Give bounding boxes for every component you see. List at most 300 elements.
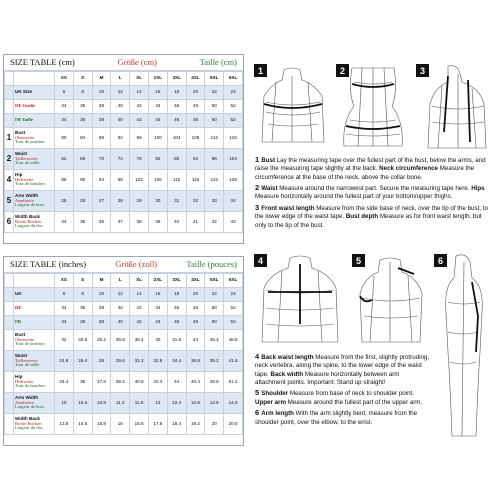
size-header-cell: XS — [55, 72, 74, 86]
table-cell: 32 — [55, 330, 74, 351]
table-cell: 96 — [130, 128, 149, 149]
instructions-bottom — [255, 352, 431, 428]
table-cell: 46 — [167, 316, 186, 330]
table-cell: 39.2 — [111, 372, 130, 393]
title-en: SIZE TABLE (inches) — [10, 259, 87, 269]
instruction-text: Measure from the first, slightly protruding, neck vertebra, along the spine, to the lower edge of the waist tape. — [255, 354, 430, 378]
table-cell: 35 — [73, 372, 92, 393]
row-label-text: FR Taille — [15, 117, 33, 123]
table-cell: 86 — [167, 149, 186, 170]
row-label — [14, 372, 55, 393]
num-cell — [5, 86, 14, 100]
label-de: Armbreite — [15, 399, 34, 405]
table-cell: 116 — [224, 128, 243, 149]
instruction-number: 1 — [255, 155, 262, 164]
measurement-row — [5, 330, 243, 351]
table-cell: 12 — [148, 393, 167, 414]
instruction-term: Hips — [471, 185, 485, 193]
label-en: Arm Width — [15, 394, 39, 400]
row-label — [14, 414, 55, 435]
table-cell: 46 — [167, 114, 186, 128]
size-header-cell: S — [73, 72, 92, 86]
table-cell: 39 — [148, 212, 167, 233]
table-cell: 48.8 — [205, 372, 224, 393]
table-cell: 46 — [167, 302, 186, 316]
row-label — [14, 212, 55, 233]
table-cell: 41.6 — [167, 330, 186, 351]
table-cell: 34.4 — [55, 372, 74, 393]
row-label — [14, 302, 55, 316]
table-cell: 106 — [148, 170, 167, 191]
row-label — [14, 351, 55, 372]
table-cell: 36.8 — [111, 330, 130, 351]
measurement-row — [5, 149, 243, 170]
label-de: Breite Rücken — [15, 218, 42, 224]
table-cell: 20 — [186, 288, 205, 302]
table-cell: 38.4 — [130, 330, 149, 351]
table-cell: 66 — [73, 149, 92, 170]
row-label — [14, 86, 55, 100]
table-cell: 34 — [55, 302, 74, 316]
label-de: Hüftweite — [15, 176, 34, 182]
size-header-cell: M — [92, 274, 111, 288]
table-cell: 36 — [73, 302, 92, 316]
table-cell: 74 — [111, 149, 130, 170]
table-cell: 34 — [55, 212, 74, 233]
table-cell: 26 — [73, 191, 92, 212]
table-cell: 44 — [148, 316, 167, 330]
row-label-text: UK Size — [15, 89, 33, 95]
table-cell: 36.8 — [186, 351, 205, 372]
table-title — [4, 55, 243, 71]
step-number: 5 — [5, 191, 14, 212]
row-label-text: DE Größe — [15, 103, 36, 109]
table-cell: 12.4 — [167, 393, 186, 414]
label-cell — [14, 274, 55, 288]
label-de: Breite Rücken — [15, 420, 42, 426]
table-cell: 108 — [186, 128, 205, 149]
label-de: Oberweite — [15, 336, 35, 342]
table-cell: 48 — [186, 302, 205, 316]
size-header-cell: XS — [55, 274, 74, 288]
measurement-row — [5, 393, 243, 414]
table-cell: 42 — [130, 302, 149, 316]
step-number — [5, 372, 14, 393]
table-cell: 18 — [167, 288, 186, 302]
size-header-cell: 5XL — [205, 72, 224, 86]
num-cell — [5, 114, 14, 128]
label-de: Oberweite — [15, 134, 35, 140]
table-cell: 48 — [186, 316, 205, 330]
table-cell: 24 — [224, 288, 243, 302]
table-cell: 86 — [55, 170, 74, 191]
figure-waist — [334, 62, 412, 150]
table-cell: 16 — [111, 414, 130, 435]
num-cell — [5, 72, 14, 86]
measurement-row — [5, 191, 243, 212]
step-number: 1 — [5, 128, 14, 149]
size-table-cm — [3, 54, 244, 244]
instruction-number: 6 — [255, 408, 262, 418]
table-cell: 34 — [55, 316, 74, 330]
table-cell: 36 — [73, 100, 92, 114]
instruction-text: Measure horizontally around the fullest part of your bottom/upper thighs. — [255, 193, 453, 201]
title-de: Größe (cm) — [117, 57, 157, 67]
title-en: SIZE TABLE (cm) — [10, 57, 75, 67]
table-cell: 16 — [148, 288, 167, 302]
step-badge: 3 — [416, 64, 429, 77]
table-cell: 38 — [92, 114, 111, 128]
table-cell: 90 — [73, 170, 92, 191]
table-cell: 52 — [224, 316, 243, 330]
table-cell: 34 — [55, 114, 74, 128]
size-header-cell: L — [111, 72, 130, 86]
num-cell — [5, 302, 14, 316]
table-cell: 50 — [205, 302, 224, 316]
instruction-text: Measure the circumference at the base of the neck, above the collar bone. — [255, 165, 475, 181]
title-fr: Taille (cm) — [199, 57, 237, 67]
table-cell: 94 — [92, 170, 111, 191]
label-fr: Tour de taille — [15, 160, 40, 166]
figure-front-length — [414, 62, 494, 150]
table-cell: 37 — [111, 212, 130, 233]
table-cell: 40 — [148, 330, 167, 351]
instruction-text: Measure around the fullest part of the upper arm. — [285, 398, 423, 406]
table-cell: 11.6 — [130, 393, 149, 414]
instruction-term: Neck circumference — [379, 165, 438, 173]
table-cell: 12.8 — [186, 393, 205, 414]
label-de: Hüftweite — [15, 378, 34, 384]
instruction-number: 4 — [255, 352, 262, 361]
label-en: Waist — [15, 352, 28, 358]
table-cell: 42.4 — [148, 372, 167, 393]
table-cell: 8 — [73, 86, 92, 100]
table-cell: 32.8 — [148, 351, 167, 372]
table-cell: 10.8 — [92, 393, 111, 414]
num-cell — [5, 100, 14, 114]
label-en: Bust — [15, 129, 26, 135]
table-cell: 14 — [130, 288, 149, 302]
table-cell: 42 — [205, 212, 224, 233]
table-cell: 92 — [111, 128, 130, 149]
table-cell: 34 — [224, 191, 243, 212]
table-cell: 50 — [205, 316, 224, 330]
table-cell: 34.4 — [167, 351, 186, 372]
table-cell: 48 — [186, 100, 205, 114]
instruction-term: Back waist length — [261, 354, 314, 361]
figure-shoulder — [350, 252, 430, 344]
table-cell: 41 — [186, 212, 205, 233]
label-en: Hip — [15, 171, 23, 177]
table-cell: 52 — [224, 114, 243, 128]
label-en: Arm Width — [15, 192, 39, 198]
label-en: Waist — [15, 150, 28, 156]
figure-bust — [252, 62, 332, 150]
row-label — [14, 316, 55, 330]
table-cell: 20.8 — [224, 414, 243, 435]
title-fr: Taille (pouces) — [186, 259, 237, 269]
step-number: 4 — [5, 170, 14, 191]
instruction-4 — [255, 352, 431, 387]
step-number: 2 — [5, 149, 14, 170]
table-cell: 10 — [55, 393, 74, 414]
table-cell: 110 — [167, 170, 186, 191]
row-label — [14, 149, 55, 170]
table-cell: 40.8 — [130, 372, 149, 393]
instruction-number: 5 — [255, 388, 262, 398]
table-cell: 12 — [111, 288, 130, 302]
instruction-term: Upper arm — [255, 398, 286, 406]
size-header-cell: 2XL — [148, 274, 167, 288]
row-label — [14, 288, 55, 302]
table-cell: 70 — [92, 149, 111, 170]
table-cell: 28 — [92, 351, 111, 372]
size-row — [5, 86, 243, 100]
label-en: Hip — [15, 373, 23, 379]
step-number — [5, 414, 14, 435]
table-cell: 40 — [111, 114, 130, 128]
table-cell: 48.8 — [224, 330, 243, 351]
table-cell: 116 — [186, 170, 205, 191]
size-row — [5, 114, 243, 128]
table-cell: 30 — [148, 191, 167, 212]
step-number: 6 — [5, 212, 14, 233]
instruction-term: Shoulder — [261, 390, 289, 398]
instruction-term: Waist — [261, 185, 278, 193]
instruction-number: 2 — [255, 183, 262, 193]
table-cell: 22 — [205, 86, 224, 100]
step-number — [5, 351, 14, 372]
step-number — [5, 393, 14, 414]
label-fr: Tour de taille — [15, 362, 40, 368]
measurement-row — [5, 414, 243, 435]
row-label-text: DE — [15, 305, 22, 311]
table-cell: 32 — [186, 191, 205, 212]
table-cell: 38 — [92, 302, 111, 316]
label-en: Width Back — [15, 415, 40, 421]
table-cell: 14.5 — [224, 393, 243, 414]
table-cell: 43 — [224, 212, 243, 233]
instruction-text: With the arm slightly bent, measure from the shoulder point, over the elbow, to the wrist. — [255, 410, 418, 426]
row-label — [14, 100, 55, 114]
size-grid — [4, 71, 243, 233]
table-cell: 16 — [148, 86, 167, 100]
row-label — [14, 393, 55, 414]
row-label — [14, 170, 55, 191]
table-cell: 31.2 — [130, 351, 149, 372]
table-cell: 84 — [73, 128, 92, 149]
table-cell: 10 — [92, 86, 111, 100]
table-cell: 8 — [73, 288, 92, 302]
table-cell: 37.6 — [92, 372, 111, 393]
table-cell: 46.4 — [186, 372, 205, 393]
size-header-cell: 5XL — [205, 274, 224, 288]
measurement-row — [5, 351, 243, 372]
figure-arm — [432, 252, 494, 438]
full-body-side-icon — [432, 252, 494, 438]
instruction-5 — [255, 388, 431, 407]
measurement-row — [5, 212, 243, 233]
table-cell: 14.5 — [73, 414, 92, 435]
table-cell: 112 — [205, 128, 224, 149]
size-row — [5, 288, 243, 302]
table-cell: 39.2 — [205, 351, 224, 372]
instruction-term: Arm length — [261, 410, 294, 418]
table-cell: 51.2 — [224, 372, 243, 393]
table-cell: 44 — [148, 114, 167, 128]
size-header-row — [5, 274, 243, 288]
label-cell — [14, 72, 55, 86]
table-cell: 128 — [224, 170, 243, 191]
row-label — [14, 330, 55, 351]
size-row — [5, 100, 243, 114]
instructions-top — [255, 155, 491, 231]
table-cell: 13.6 — [205, 393, 224, 414]
size-header-cell: 6XL — [224, 72, 243, 86]
size-header-cell: L — [111, 274, 130, 288]
label-fr: Largeur du dos — [15, 223, 43, 229]
table-cell: 20 — [205, 414, 224, 435]
table-cell: 10.4 — [73, 393, 92, 414]
measurement-row — [5, 128, 243, 149]
size-header-cell: 4XL — [186, 72, 205, 86]
table-cell: 28 — [111, 191, 130, 212]
table-cell: 44 — [148, 100, 167, 114]
step-badge: 1 — [254, 64, 267, 77]
table-cell: 100 — [148, 128, 167, 149]
table-cell: 10 — [92, 288, 111, 302]
table-cell: 80 — [55, 128, 74, 149]
num-cell — [5, 288, 14, 302]
size-header-cell: XL — [130, 72, 149, 86]
table-cell: 33.6 — [73, 330, 92, 351]
step-badge: 6 — [434, 254, 447, 267]
step-number — [5, 330, 14, 351]
table-cell: 20 — [186, 86, 205, 100]
instruction-term: Back width — [270, 370, 304, 378]
table-cell: 40 — [111, 316, 130, 330]
instruction-2 — [255, 183, 491, 202]
table-cell: 44 — [167, 372, 186, 393]
size-table-inches — [3, 256, 244, 446]
table-cell: 29 — [130, 191, 149, 212]
table-cell: 50 — [205, 114, 224, 128]
instruction-1 — [255, 155, 491, 182]
instruction-term: Front waist length — [261, 204, 315, 212]
measurement-row — [5, 170, 243, 191]
row-label-text: FR — [15, 319, 22, 325]
step-badge: 2 — [336, 64, 349, 77]
label-de: Armbreite — [15, 197, 34, 203]
table-cell: 24 — [224, 86, 243, 100]
step-badge: 4 — [254, 254, 267, 267]
label-de: Taillenweite — [15, 155, 38, 161]
num-cell — [5, 316, 14, 330]
size-grid — [4, 273, 243, 435]
label-fr: Largeur du dos — [15, 425, 43, 431]
table-cell: 34 — [55, 100, 74, 114]
instruction-text: Measure from the side base of neck, over the tip of the bust, to the lower edge of the waist tape. — [255, 204, 488, 221]
table-cell: 18.4 — [167, 414, 186, 435]
table-cell: 102 — [130, 170, 149, 191]
table-cell: 122 — [205, 170, 224, 191]
table-cell: 16.8 — [130, 414, 149, 435]
table-cell: 52 — [224, 100, 243, 114]
table-cell: 52 — [224, 302, 243, 316]
table-cell: 33 — [205, 191, 224, 212]
table-cell: 42 — [130, 316, 149, 330]
table-cell: 36 — [73, 316, 92, 330]
size-header-cell: S — [73, 274, 92, 288]
table-cell: 40 — [111, 100, 130, 114]
table-cell: 14 — [130, 86, 149, 100]
table-cell: 38 — [130, 212, 149, 233]
table-cell: 82 — [148, 149, 167, 170]
table-cell: 24.8 — [55, 351, 74, 372]
table-cell: 104 — [224, 149, 243, 170]
table-cell: 12 — [111, 86, 130, 100]
instruction-number: 3 — [255, 202, 262, 212]
label-en: Width Back — [15, 213, 40, 219]
size-row — [5, 316, 243, 330]
table-cell: 36 — [92, 212, 111, 233]
table-cell: 44 — [148, 302, 167, 316]
table-cell: 42 — [130, 100, 149, 114]
instruction-text: Measure horizontally between arm attachment points. Important: Stand up straight! — [255, 370, 400, 387]
table-cell: 38 — [92, 316, 111, 330]
table-cell: 78 — [130, 149, 149, 170]
table-cell: 35.2 — [92, 330, 111, 351]
label-de: Taillenweite — [15, 357, 38, 363]
table-cell: 31 — [167, 191, 186, 212]
table-cell: 25 — [55, 191, 74, 212]
step-badge: 5 — [352, 254, 365, 267]
instruction-text: Measure as for front waist length, but only to the tip of the bust. — [255, 213, 482, 229]
table-cell: 6 — [55, 288, 74, 302]
label-fr: Tour de hanches — [15, 383, 46, 389]
table-cell: 48 — [186, 114, 205, 128]
table-cell: 40 — [167, 212, 186, 233]
label-fr: Tour de poitrine — [15, 341, 45, 347]
table-cell: 98 — [111, 170, 130, 191]
table-cell: 104 — [167, 128, 186, 149]
instruction-text: Measure around the narrowest part. Secure the measuring tape here. — [277, 185, 472, 193]
table-cell: 26.4 — [73, 351, 92, 372]
table-cell: 22 — [205, 288, 224, 302]
instruction-term: Bust — [261, 157, 276, 164]
size-row — [5, 302, 243, 316]
table-cell: 27 — [92, 191, 111, 212]
instruction-text: Lay the measuring tape over the fullest part of the bust, below the arms, and raise the measuring tape slightly at the back. — [255, 157, 486, 173]
label-fr: Tour de hanches — [15, 181, 46, 187]
label-fr: Tour de poitrine — [15, 139, 45, 145]
table-cell: 41.6 — [224, 351, 243, 372]
table-cell: 29.6 — [111, 351, 130, 372]
row-label — [14, 191, 55, 212]
size-header-cell: 3XL — [167, 72, 186, 86]
size-header-cell: 3XL — [167, 274, 186, 288]
table-cell: 36 — [73, 114, 92, 128]
measurement-row — [5, 372, 243, 393]
table-cell: 88 — [92, 128, 111, 149]
figure-back — [252, 252, 348, 344]
size-header-cell: 2XL — [148, 72, 167, 86]
table-cell: 17.6 — [148, 414, 167, 435]
table-cell: 42 — [130, 114, 149, 128]
instruction-term: Bust depth — [345, 213, 379, 221]
table-cell: 92 — [186, 149, 205, 170]
label-en: Bust — [15, 331, 26, 337]
